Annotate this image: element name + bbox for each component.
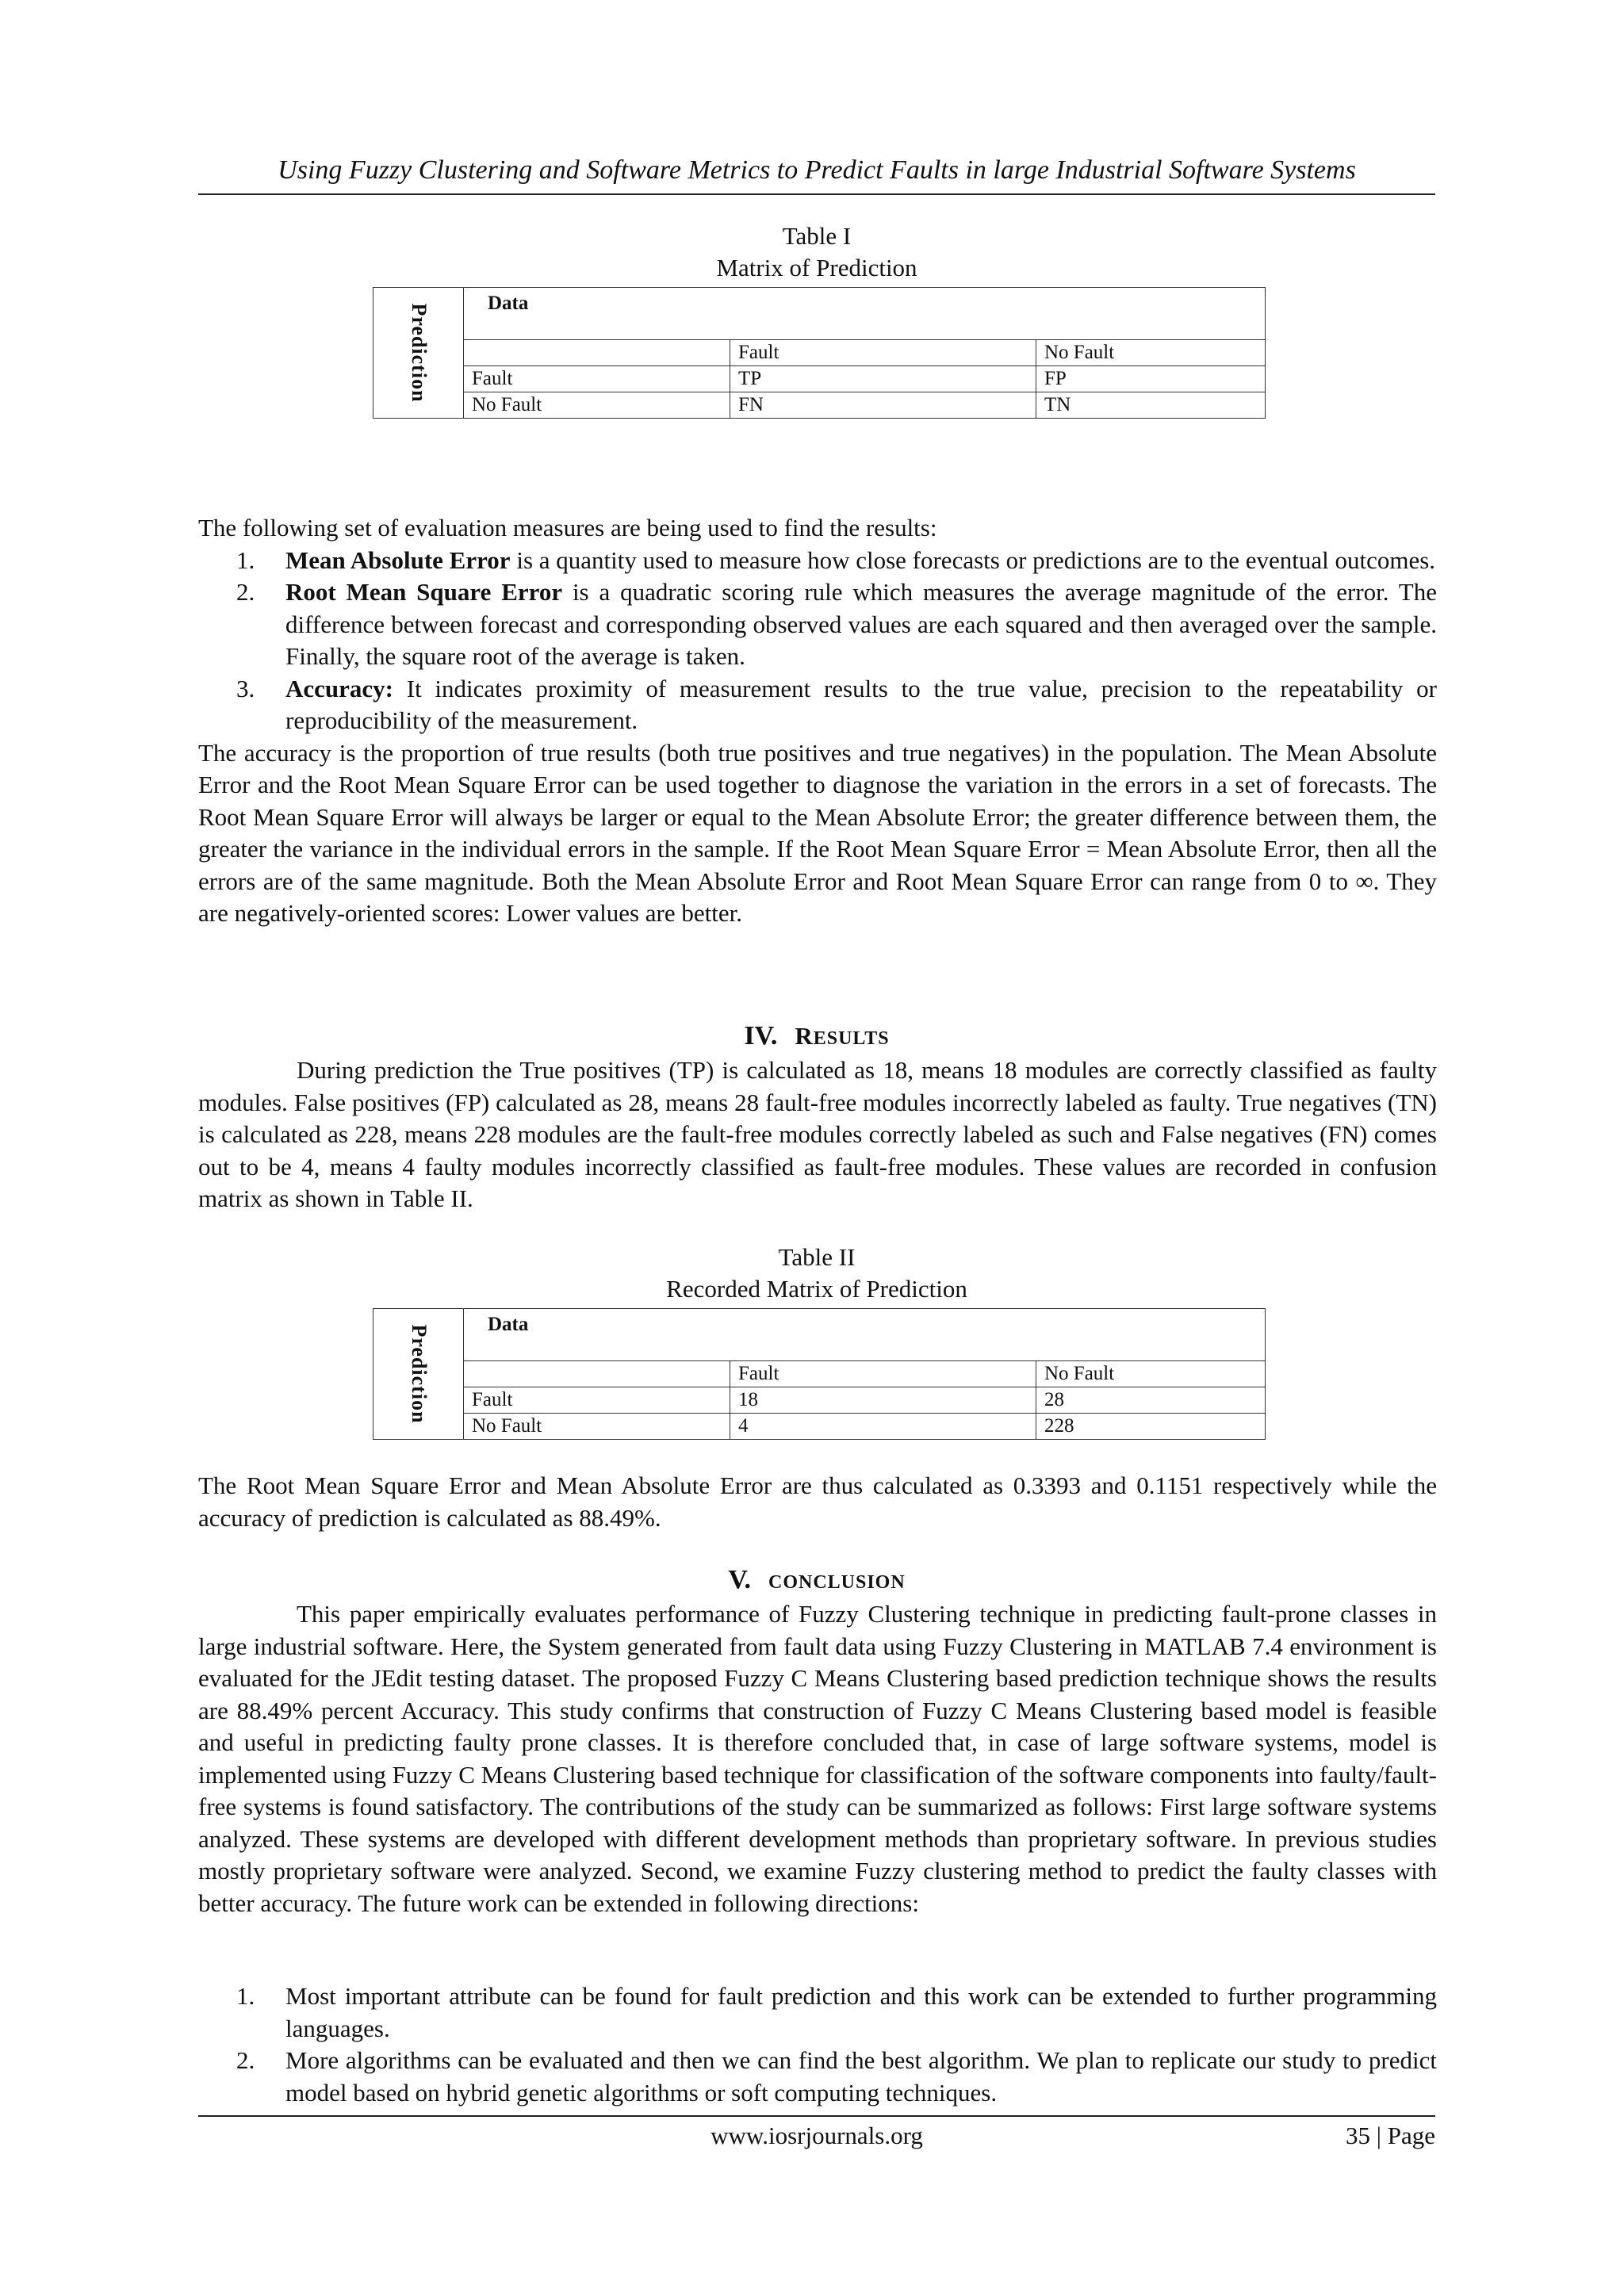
table2-data-label: Data [488,1314,529,1335]
table1-label: Table I [782,222,852,250]
measure-term: Root Mean Square Error [285,578,563,606]
table1-cell: TP [730,366,1036,392]
table1-title: Matrix of Prediction [716,254,917,281]
table2-cell: 228 [1044,1415,1074,1437]
table2-grid [464,1309,1265,1439]
future-work-item [198,2045,1437,2109]
measure-number: 1. [236,545,255,574]
table1-header-cell: No Fault [1044,342,1115,363]
table2-cell: No Fault [464,1414,730,1440]
results-title-first: R [795,1022,814,1050]
measures-intro: The following set of evaluation measures are being used to find the results: [198,514,937,541]
table2-row [464,1387,1265,1414]
measure-text: is a quantity used to measure how close forecasts or predictions are to the eventual outcomes. [510,545,1436,574]
table2-header-cell [464,1361,730,1387]
results-section [198,1054,1437,1215]
measure-item [198,545,1437,577]
measure-term: Mean Absolute Error [285,545,511,574]
future-work-text: More algorithms can be evaluated and then we can find the best algorithm. We plan to replicate our study to predict model based on hybrid genetic algorithms or soft computing techniques. [285,2046,1437,2107]
table2-caption [198,1242,1435,1305]
measure-item [198,673,1437,737]
table1-caption [198,220,1435,284]
table2-cell: Fault [464,1387,730,1413]
results-title-rest: ESULTS [813,1028,890,1049]
measures-paragraph: The accuracy is the proportion of true results (both true positives and true negatives) in the population. The Mean Absolute Error and the Root Mean Square Error can be used together to diagnose the variation in the errors in a set of forecasts. The Root Mean Square Error will always be larger or equal to the Mean Absolute Error; the greater difference between them, the greater the variance in the individual errors in the sample. If the Root Mean Square Error = Mean Absolute Error, then all the errors are of the same magnitude. Both the Mean Absolute Error and Root Mean Square Error can range from 0 to ∞. They are negatively-oriented scores: Lower values are better. [198,738,1437,927]
table2-cell: 28 [1044,1389,1064,1410]
footer-page-number: 35 | Page [1346,2122,1435,2149]
table2-label: Table II [778,1243,856,1271]
after-table2-section [198,1470,1437,1534]
table1-side-label: Prediction [407,303,431,403]
table1-cell: Fault [464,366,730,392]
measure-item [198,576,1437,673]
table1-cell: FN [730,392,1036,419]
table1-header-row [464,340,1265,366]
table1-cell: TN [1044,394,1071,415]
table2-title: Recorded Matrix of Prediction [666,1275,967,1303]
future-work-number: 1. [236,1982,255,2010]
conclusion-heading [198,1565,1435,1595]
future-work-item [198,1980,1437,2045]
table1-data-label: Data [488,293,529,314]
results-heading [198,1021,1435,1051]
footer-rule [198,2115,1435,2117]
results-roman: IV. [744,1021,778,1050]
table1-row [464,366,1265,392]
measure-text: is a quadratic scoring rule which measures the average magnitude of the error. The difference between forecast and corresponding observed values are each squared and then averaged over the sample. Finally, the square root of the average is taken. [285,578,1437,670]
table2-data-row [464,1309,1265,1361]
table2-cell: 18 [730,1387,1036,1413]
future-work-list [198,1980,1437,2109]
conclusion-paragraph: This paper empirically evaluates performance of Fuzzy Clustering technique in predicting fault-prone classes in large industrial software. Here, the System generated from fault data using Fuzzy Clustering in MATLAB 7.4 environment is evaluated for the JEdit testing dataset. The proposed Fuzzy C Means Clustering based prediction technique shows the results are 88.49% percent Accuracy. This study confirms that construction of Fuzzy C Means Clustering based model is feasible and useful in predicting faulty prone classes. It is therefore concluded that, in case of large software systems, model is implemented using Fuzzy C Means Clustering based technique for classification of the software components into faulty/fault-free systems is found satisfactory. The contributions of the study can be summarized as follows: First large software systems analyzed. These systems are developed with different development methods than proprietary software. In previous studies mostly proprietary software were analyzed. Second, we examine Fuzzy clustering method to predict the faulty classes with better accuracy. The future work can be extended in following directions: [198,1600,1437,1917]
header-rule [198,193,1435,195]
table2-side-label: Prediction [407,1324,431,1424]
measure-text: It indicates proximity of measurement results to the true value, precision to the repeatability or reproducibility of the measurement. [285,674,1437,734]
conclusion-roman: V. [728,1565,751,1594]
measure-number: 3. [236,674,255,702]
future-work-text: Most important attribute can be found for fault prediction and this work can be extended to further programming languages. [285,1982,1437,2042]
after-table2-paragraph: The Root Mean Square Error and Mean Absolute Error are thus calculated as 0.3393 and 0.1151 respectively while the accuracy of prediction is calculated as 88.49%. [198,1471,1437,1532]
table2-header-cell: Fault [730,1361,1036,1387]
table1-header-cell [464,340,730,365]
future-work-number: 2. [236,2046,255,2074]
future-work-section [198,1980,1437,2109]
table1-side-label-cell [373,288,464,418]
table2-header-cell: No Fault [1044,1363,1115,1384]
table1-matrix [373,287,1266,419]
results-paragraph: During prediction the True positives (TP) is calculated as 18, means 18 modules are correctly classified as faulty modules. False positives (FP) calculated as 28, means 28 fault-free modules incorrectly labeled as faulty. True negatives (TN) is calculated as 228, means 228 modules are the fault-free modules correctly labeled as such and False negatives (FN) comes out to be 4, means 4 faulty modules incorrectly classified as fault-free modules. These values are recorded in confusion matrix as shown in Table II. [198,1056,1437,1212]
footer-site-link[interactable]: www.iosrjournals.org [710,2122,923,2149]
table2-cell: 4 [730,1414,1036,1440]
table2-side-label-cell [373,1309,464,1439]
table1-cell: No Fault [464,392,730,419]
measure-number: 2. [236,578,255,606]
table1-row [464,392,1265,419]
table2-matrix [373,1308,1266,1440]
table2-header-row [464,1361,1265,1387]
table2-row [464,1414,1265,1440]
running-header: Using Fuzzy Clustering and Software Metrics to Predict Faults in large Industrial Software Systems [278,155,1356,185]
table1-grid [464,288,1265,418]
table1-data-row [464,288,1265,340]
measures-list [198,545,1437,737]
measure-term: Accuracy: [285,674,393,702]
table1-header-cell: Fault [730,340,1036,365]
table1-cell: FP [1044,368,1067,389]
conclusion-section [198,1598,1437,1919]
measures-section [198,512,1437,930]
conclusion-title: CONCLUSION [768,1572,906,1593]
